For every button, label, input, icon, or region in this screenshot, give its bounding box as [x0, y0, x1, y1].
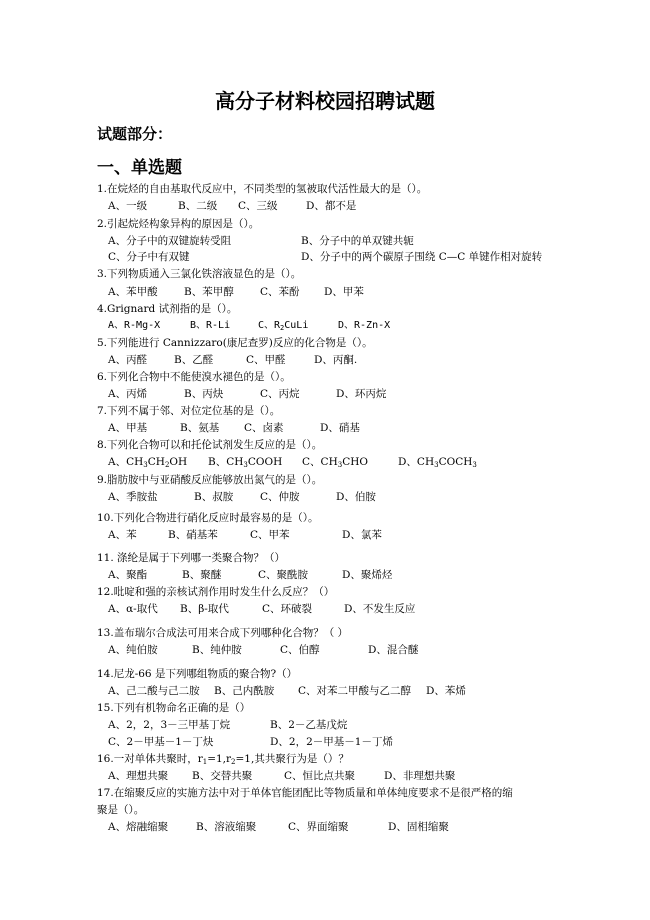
question-options — [108, 455, 477, 469]
option: A、季胺盐 — [108, 491, 158, 503]
question-text: 7.下列不属于邻、对位定位基的是（）。 — [97, 405, 281, 417]
option: C、$CH_3CHO$ — [302, 456, 369, 469]
question-text-continued: 聚是（）。 — [97, 804, 145, 816]
option: A、2，2，3－三甲基丁烷 — [108, 719, 231, 731]
option: D、甲苯 — [324, 286, 364, 298]
section-heading-single-choice: 一、单选题 — [97, 158, 182, 178]
question-options — [108, 528, 382, 542]
option: A、丙醛 — [108, 354, 148, 366]
question-options — [108, 421, 360, 435]
question-text: 3.下列物质通入三氯化铁溶液显色的是（）。 — [97, 268, 302, 280]
option: A、苯甲酸 — [108, 286, 158, 298]
option: C、界面缩聚 — [288, 821, 349, 833]
question-text: 8.下列化合物可以和托伦试剂发生反应的是（）。 — [97, 439, 323, 451]
option: A、苯 — [108, 529, 137, 541]
option: B、乙醛 — [174, 354, 214, 366]
question-options — [108, 319, 390, 333]
option: A、R-Mg-X — [108, 320, 161, 331]
page-title: 高分子材料校园招聘试题 — [215, 89, 435, 113]
option: D、丙酮. — [314, 354, 358, 366]
option: C、仲胺 — [260, 491, 300, 503]
question-text: 13.盖布瑞尔合成法可用来合成下列哪种化合物？（ ） — [97, 627, 349, 639]
question-text: 1.在烷烃的自由基取代反应中，不同类型的氢被取代活性最大的是（）。 — [97, 183, 428, 195]
option: B、苯甲醇 — [184, 286, 234, 298]
question-options — [108, 820, 449, 834]
question-text: 14.尼龙-66 是下列哪组物质的聚合物?（） — [97, 668, 298, 680]
question-options — [108, 490, 376, 504]
option: B、R-Li — [190, 320, 231, 331]
option: B、$CH_3COOH$ — [208, 456, 283, 469]
option: D、$CH_3COCH_3$ — [398, 456, 477, 469]
question-text: 11. 涤纶是属于下列哪一类聚合物？（） — [97, 552, 286, 564]
option: A、理想共聚 — [108, 770, 169, 782]
option: D、氯苯 — [342, 529, 382, 541]
question-options — [108, 769, 455, 783]
question-options — [108, 602, 415, 616]
option: B、交替共聚 — [192, 770, 253, 782]
question-options — [108, 234, 414, 248]
question-text: 2.引起烷烃构象异构的原因是（）。 — [97, 218, 260, 230]
option: D、分子中的两个碳原子围绕 C—C 单键作相对旋转 — [301, 251, 543, 263]
option: C、对苯二甲酸与乙二醇 — [298, 685, 412, 697]
option: B、硝基苯 — [168, 529, 218, 541]
option: A、分子中的双键旋转受阻 — [108, 235, 232, 247]
question-text: 16.一对单体共聚时，$r_1=1,r_2=1$,其共聚行为是（）？ — [97, 753, 349, 766]
option: D、伯胺 — [336, 491, 376, 503]
question-text: 10.下列化合物进行硝化反应时最容易的是（）。 — [97, 512, 319, 524]
option: D、非理想共聚 — [384, 770, 456, 782]
option: D、固相缩聚 — [388, 821, 449, 833]
option: A、聚酯 — [108, 569, 148, 581]
option: B、纯仲胺 — [192, 644, 242, 656]
option: C、2－甲基－1－丁炔 — [108, 736, 214, 748]
question-text: 5.下列能进行 Cannizzaro(康尼查罗)反应的化合物是（）。 — [97, 337, 373, 349]
question-options — [108, 568, 392, 582]
option: C、苯酚 — [260, 286, 300, 298]
option: A、一级 — [108, 200, 148, 212]
option: A、熔融缩聚 — [108, 821, 169, 833]
question-text: 4.Grignard 试剂指的是（）。 — [97, 303, 238, 315]
question-options — [108, 353, 357, 367]
option: A、甲基 — [108, 422, 148, 434]
option: B、氨基 — [180, 422, 220, 434]
option: C、环破裂 — [262, 603, 313, 615]
option: C、甲醛 — [246, 354, 286, 366]
option: B、二级 — [178, 200, 218, 212]
option: D、硝基 — [320, 422, 360, 434]
option: C、丙烷 — [260, 388, 300, 400]
option: C、聚酰胺 — [258, 569, 309, 581]
question-options — [108, 250, 542, 264]
question-options — [108, 199, 356, 213]
option: A、α-取代 — [108, 603, 158, 615]
section-heading-part: 试题部分： — [97, 125, 173, 143]
question-text: 12.吡啶和强的亲核试剂作用时发生什么反应？（） — [97, 586, 335, 598]
option: C、$R_2CuLi$ — [258, 320, 309, 332]
option: C、分子中有双键 — [108, 251, 190, 263]
option: B、溶液缩聚 — [196, 821, 257, 833]
question-text: 6.下列化合物中不能使溴水褪色的是（）。 — [97, 371, 291, 383]
option: A、己二酸与己二胺 — [108, 685, 200, 697]
option: C、恒比点共聚 — [284, 770, 356, 782]
option: D、R-Zn-X — [338, 320, 391, 331]
question-text: 9.脂肪胺中与亚硝酸反应能够放出氮气的是（）。 — [97, 474, 323, 486]
option: B、β-取代 — [180, 603, 229, 615]
question-options — [108, 643, 418, 657]
option: C、伯醇 — [280, 644, 320, 656]
question-options — [108, 684, 466, 698]
option: A、纯伯胺 — [108, 644, 158, 656]
option: B、己内酰胺 — [214, 685, 275, 697]
option: A、$CH_3CH_2OH$ — [108, 456, 188, 469]
option: D、不发生反应 — [344, 603, 416, 615]
question-text: 17.在缩聚反应的实施方法中对于单体官能团配比等物质量和单体纯度要求不是很严格的缩 — [97, 787, 513, 799]
option: D、2，2－甲基－1－丁烯 — [270, 736, 393, 748]
option: C、三级 — [238, 200, 278, 212]
option: A、丙烯 — [108, 388, 148, 400]
question-options — [108, 285, 364, 299]
option: C、甲苯 — [250, 529, 290, 541]
option: C、卤素 — [244, 422, 284, 434]
option: D、聚烯烃 — [342, 569, 393, 581]
option: B、2－乙基戊烷 — [270, 719, 348, 731]
question-options — [108, 387, 386, 401]
option: B、叔胺 — [194, 491, 234, 503]
option: D、苯烯 — [426, 685, 466, 697]
question-text: 15.下列有机物命名正确的是（） — [97, 702, 251, 714]
option: B、丙炔 — [184, 388, 224, 400]
option: B、聚醚 — [182, 569, 222, 581]
option: D、都不是 — [306, 200, 357, 212]
option: B、分子中的单双键共轭 — [301, 235, 414, 247]
question-options — [108, 735, 393, 749]
option: D、环丙烷 — [336, 388, 387, 400]
option: D、混合醚 — [368, 644, 419, 656]
question-options — [108, 718, 347, 732]
